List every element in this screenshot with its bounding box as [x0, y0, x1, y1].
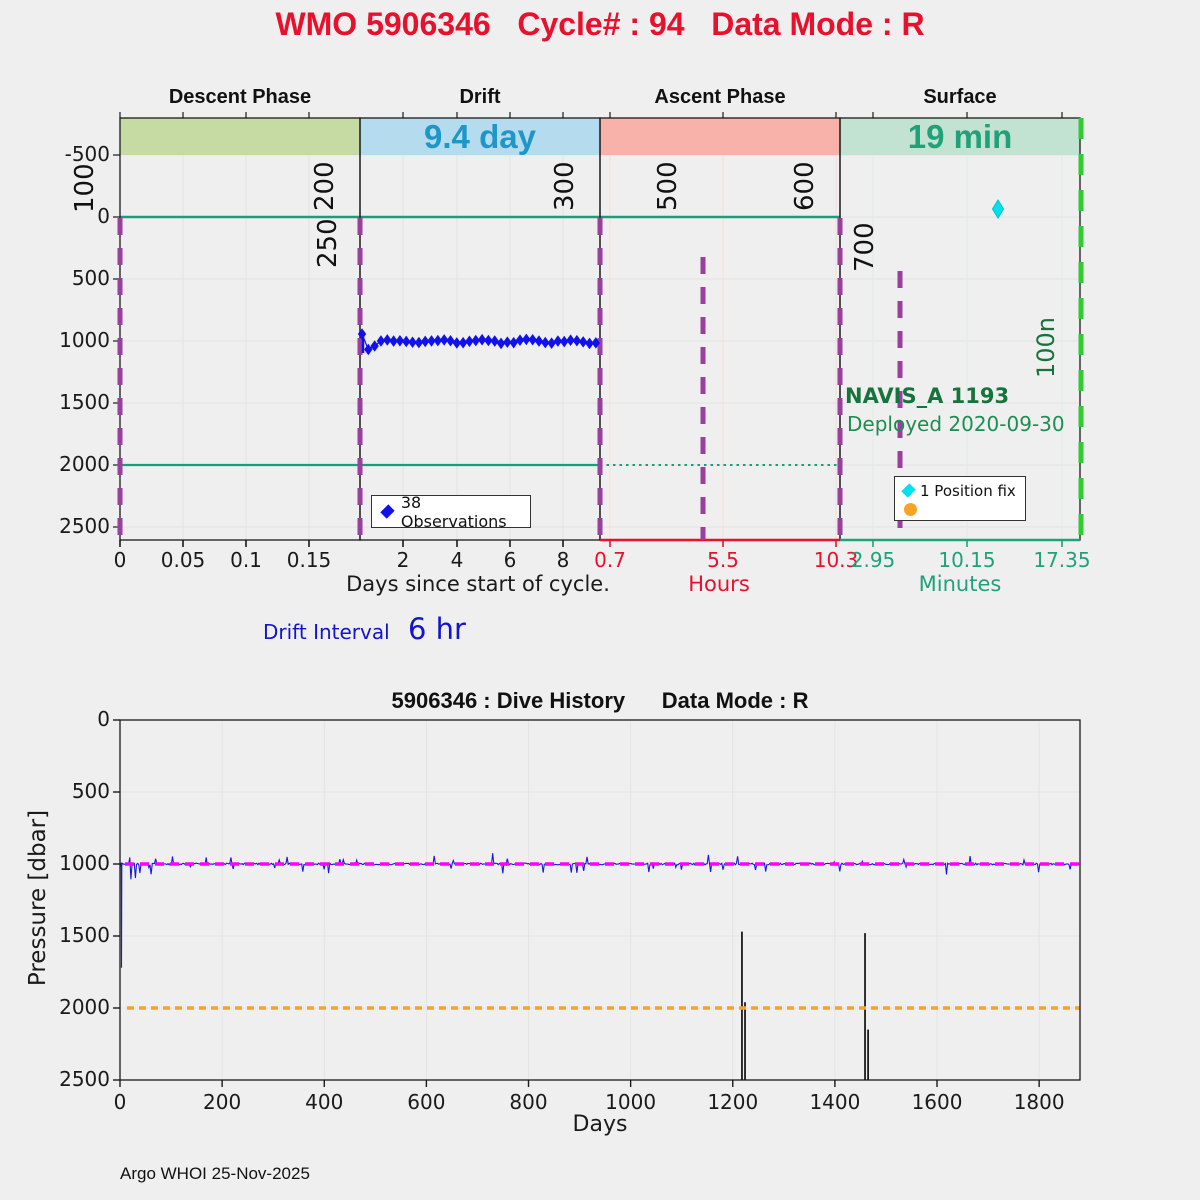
x-tick-label: 8 [556, 548, 570, 572]
orange-marker-row [904, 500, 1025, 519]
x-tick-label: 1200 [707, 1090, 759, 1114]
position-fix-row [904, 481, 1025, 500]
event-marker-label: 100n [1032, 316, 1060, 378]
x-tick-label: 600 [407, 1090, 446, 1114]
x-tick-label: 5.5 [707, 548, 739, 572]
cyan-diamond-icon [901, 483, 915, 497]
x-tick-label: 10.3 [813, 548, 859, 572]
x-tick-label: 400 [305, 1090, 344, 1114]
drift-interval-label: Drift Interval [263, 620, 390, 644]
observations-legend [371, 492, 531, 531]
orange-circle-icon [904, 503, 917, 516]
x-tick-label: 2.95 [850, 548, 896, 572]
x-tick-label: 0.7 [594, 548, 626, 572]
y-tick-label: 2000 [59, 452, 110, 476]
event-marker-label: 100 [70, 163, 100, 213]
position-fix-label: 1 Position fix [920, 481, 1016, 500]
blue-diamond-icon [380, 504, 394, 518]
event-marker-label: 600 [790, 161, 820, 211]
x-tick-label: 10.15 [938, 548, 996, 572]
phase-title: Surface [923, 86, 997, 108]
y-tick-label: 2500 [59, 514, 110, 538]
y-tick-label: 2000 [59, 995, 110, 1019]
drift-interval-value: 6 hr [408, 612, 466, 646]
float-name-label: NAVIS_A 1193 [845, 384, 1010, 408]
event-marker-label: 700 [850, 222, 880, 272]
x-tick-label: 1400 [809, 1090, 861, 1114]
x-tick-label: 1600 [911, 1090, 963, 1114]
x-tick-label: 2 [396, 548, 410, 572]
x-tick-label: 1000 [605, 1090, 657, 1114]
x-axis-title: Minutes [918, 572, 1002, 596]
phase-title: Descent Phase [168, 86, 312, 108]
x-tick-label: 17.35 [1033, 548, 1091, 572]
y-tick-label: 500 [71, 779, 110, 803]
phase-duration-label: 9.4 day [424, 118, 536, 155]
x-axis-title-days: Days [572, 1112, 628, 1137]
event-marker-label: 300 [550, 161, 580, 211]
y-tick-label: 1500 [59, 390, 110, 414]
dive-history-title: 5906346 : Dive History Data Mode : R [391, 688, 809, 713]
x-tick-label: 4 [450, 548, 464, 572]
y-tick-label: 500 [71, 266, 110, 290]
x-tick-label: 6 [503, 548, 517, 572]
x-axis-title: Hours [688, 572, 750, 596]
y-axis-title-pressure: Pressure [dbar] [25, 809, 51, 987]
event-marker-label: 500 [653, 161, 683, 211]
x-tick-label: 0.15 [286, 548, 332, 572]
footer-credit: Argo WHOI 25-Nov-2025 [120, 1164, 310, 1183]
x-tick-label: 0 [113, 1090, 127, 1114]
x-tick-label: 0.05 [160, 548, 206, 572]
observations-legend-label: 38 Observations [400, 492, 507, 531]
phase-duration-label: 19 min [907, 118, 1013, 155]
y-tick-label: 2500 [59, 1067, 110, 1091]
deployed-date-label: Deployed 2020-09-30 [847, 412, 1065, 436]
y-tick-label: -500 [64, 142, 110, 166]
event-marker-label: 250 [313, 218, 343, 268]
y-tick-label: 1500 [59, 923, 110, 947]
y-tick-label: 1000 [59, 328, 110, 352]
position-fix-legend [894, 476, 1026, 521]
x-tick-label: 1800 [1013, 1090, 1065, 1114]
y-tick-label: 0 [97, 204, 110, 228]
phase-title: Ascent Phase [654, 86, 786, 108]
x-tick-label: 0 [113, 548, 127, 572]
y-tick-label: 0 [97, 707, 110, 731]
x-axis-title: Days since start of cycle. [346, 572, 610, 596]
x-tick-label: 200 [203, 1090, 242, 1114]
phase-title: Drift [459, 86, 501, 108]
page-title: WMO 5906346 Cycle# : 94 Data Mode : R [275, 6, 925, 42]
x-tick-label: 0.1 [230, 548, 262, 572]
y-tick-label: 1000 [59, 851, 110, 875]
event-marker-label: 200 [310, 161, 340, 211]
x-tick-label: 800 [509, 1090, 548, 1114]
